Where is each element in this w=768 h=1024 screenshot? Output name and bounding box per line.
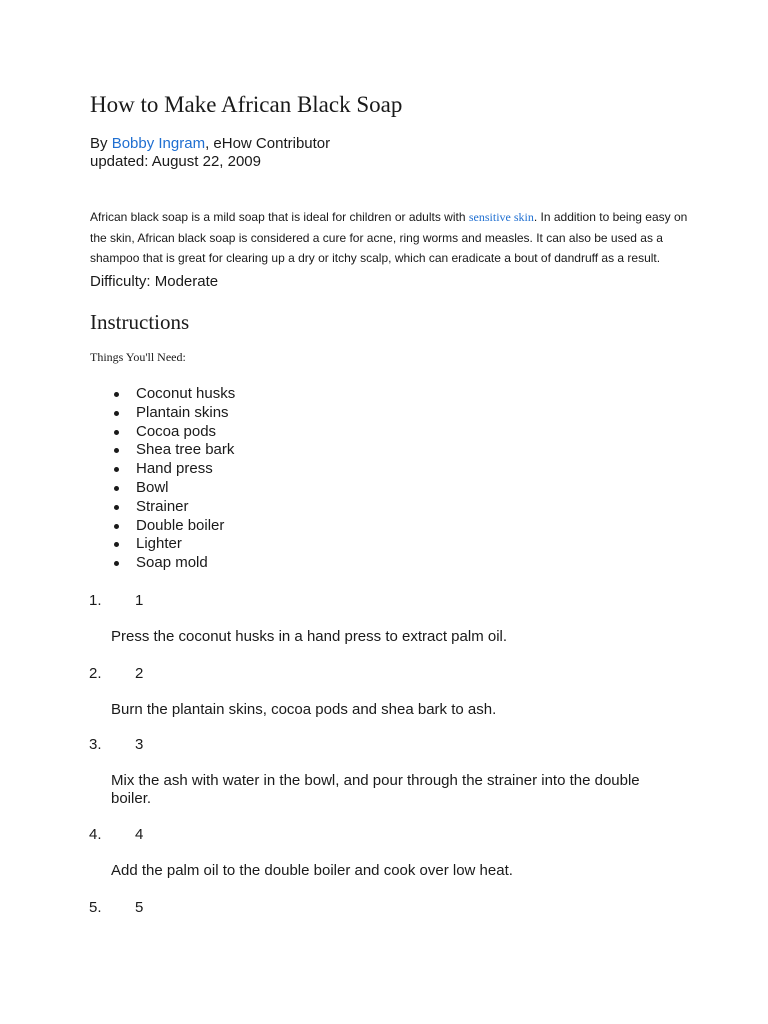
bullet-icon: [114, 524, 119, 529]
bullet-icon: [114, 430, 119, 435]
supply-item-label: Coconut husks: [136, 385, 236, 402]
bullet-icon: [114, 448, 119, 453]
updated-date: updated: August 22, 2009: [90, 153, 261, 170]
supply-item: [112, 535, 235, 554]
intro-text-start: African black soap is a mild soap that is ideal for children or adults with: [90, 210, 469, 224]
bullet-icon: [114, 486, 119, 491]
supply-item: [112, 423, 235, 442]
bullet-icon: [114, 411, 119, 416]
step-text: Mix the ash with water in the bowl, and pour through the strainer into the double boiler.: [111, 772, 640, 807]
supply-item-label: Plantain skins: [136, 403, 229, 421]
supply-item: [112, 517, 235, 536]
bullet-icon: [114, 561, 119, 566]
sensitive-skin-link[interactable]: sensitive skin: [468, 210, 534, 224]
instructions-heading: Instructions: [90, 310, 190, 334]
byline: [90, 135, 330, 153]
step-text: Press the coconut husks in a hand press to extract palm oil.: [111, 628, 508, 645]
supply-item: [112, 554, 235, 573]
bullet-icon: [114, 505, 119, 510]
bullet-icon: [114, 467, 119, 472]
supply-item: [112, 404, 235, 423]
intro-text-end: . In addition to being easy on the skin, African black soap is considered a cure for acne, ring worms and measles. It can also be used as a shampoo that is great for clearing up a dry or itchy scalp, which can eradicate a bout of dandruff as a result.: [90, 210, 688, 265]
author-link[interactable]: Bobby Ingram: [111, 135, 206, 152]
supply-item: [112, 385, 235, 404]
step-text: Burn the plantain skins, cocoa pods and shea bark to ash.: [111, 701, 497, 718]
supply-item-label: Shea tree bark: [136, 441, 235, 459]
step-label: 5: [135, 899, 144, 916]
supply-item-label: Soap mold: [136, 554, 208, 572]
step-label: 3: [135, 736, 144, 753]
step-label: 1: [135, 592, 144, 609]
page-title: How to Make African Black Soap: [90, 92, 403, 117]
supply-item: [112, 479, 235, 498]
supply-item: [112, 460, 235, 479]
supply-item-label: Cocoa pods: [136, 422, 217, 440]
difficulty-label: Difficulty: Moderate: [90, 273, 219, 290]
intro-paragraph: [90, 207, 690, 269]
supply-item: [112, 498, 235, 517]
supply-item-label: Strainer: [136, 497, 189, 515]
supply-item-label: Lighter: [136, 535, 182, 553]
things-needed-label: Things You'll Need:: [90, 350, 186, 364]
supply-item: [112, 441, 235, 460]
step-number: 1.: [89, 592, 102, 609]
step-number: 4.: [89, 826, 102, 843]
supply-item-label: Bowl: [136, 478, 169, 496]
step-number: 2.: [89, 665, 102, 682]
step-number: 5.: [89, 899, 102, 916]
bullet-icon: [114, 542, 119, 547]
step-text: Add the palm oil to the double boiler and cook over low heat.: [111, 862, 513, 879]
supply-item-label: Hand press: [136, 460, 213, 478]
byline-suffix: , eHow Contributor: [205, 135, 331, 152]
supplies-list: [112, 385, 235, 573]
step-label: 4: [135, 826, 144, 843]
step-number: 3.: [89, 736, 102, 753]
bullet-icon: [114, 392, 119, 397]
supply-item-label: Double boiler: [136, 516, 225, 534]
step-label: 2: [135, 665, 144, 682]
byline-prefix: By: [90, 135, 112, 152]
